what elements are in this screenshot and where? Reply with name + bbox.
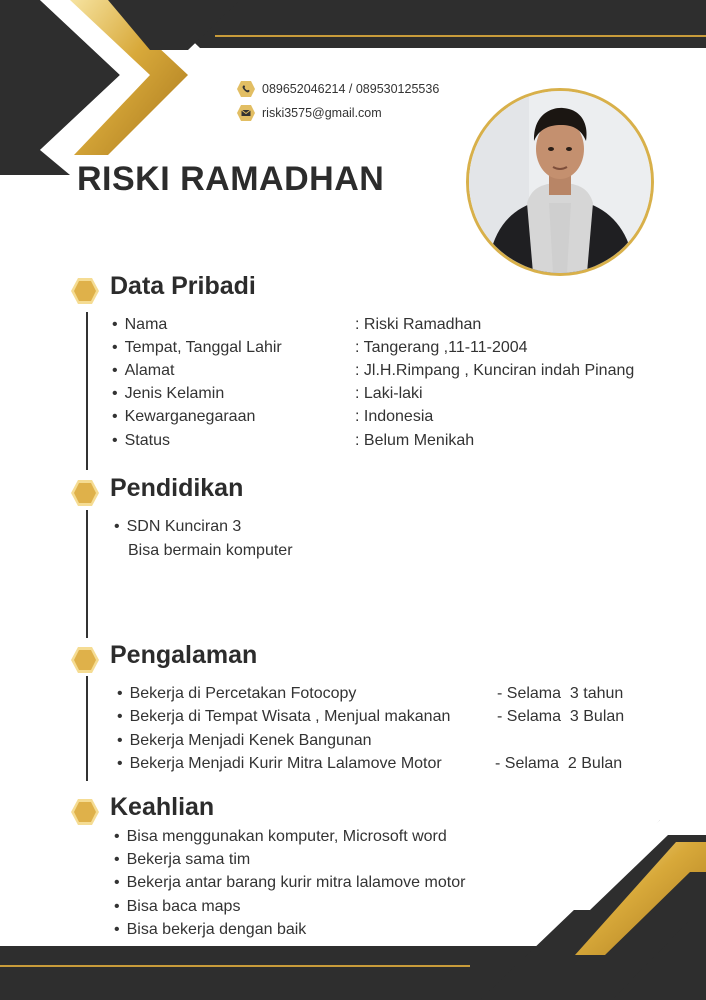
phone-text: 089652046214 / 089530125536 [262,82,440,96]
full-name: RISKI RAMADHAN [77,160,385,198]
personal-label: • Kewarganegaraan [112,408,255,426]
phone-contact [236,80,439,98]
skill-item: • Bisa bekerja dengan baik [114,921,306,939]
section-title-pendidikan: Pendidikan [110,474,244,502]
timeline-line [86,676,88,781]
personal-label: • Jenis Kelamin [112,385,224,403]
profile-photo [466,88,654,276]
personal-value: : Riski Ramadhan [355,316,482,333]
envelope-icon [236,104,256,122]
section-title-pengalaman: Pengalaman [110,641,258,669]
personal-value: : Tangerang ,11-11-2004 [355,339,528,356]
section-title-data-pribadi: Data Pribadi [110,272,256,300]
skill-item: • Bisa menggunakan komputer, Microsoft word [114,828,447,846]
person-portrait-icon [469,91,651,273]
experience-job: • Bekerja Menjadi Kurir Mitra Lalamove Motor [117,755,442,773]
hexagon-icon [70,646,100,674]
section-title-keahlian: Keahlian [110,793,215,821]
personal-label: • Nama [112,316,167,334]
experience-duration: - Selama 2 Bulan [495,755,623,772]
skill-item: • Bisa baca maps [114,898,240,916]
phone-icon [236,80,256,98]
personal-value: : Laki-laki [355,385,423,402]
skill-item: • Bekerja sama tim [114,851,250,869]
personal-label: • Alamat [112,362,174,380]
experience-duration: - Selama 3 Bulan [497,708,625,725]
timeline-line [86,510,88,638]
education-item: Bisa bermain komputer [128,542,293,559]
education-item: • SDN Kunciran 3 [114,518,241,536]
personal-value: : Indonesia [355,408,434,425]
timeline-line [86,312,88,470]
email-contact [236,104,382,122]
experience-duration: - Selama 3 tahun [497,685,624,702]
email-text: riski3575@gmail.com [262,106,382,120]
experience-job: • Bekerja Menjadi Kenek Bangunan [117,732,372,750]
experience-job: • Bekerja di Tempat Wisata , Menjual makanan [117,708,450,726]
skill-item: • Bekerja antar barang kurir mitra lalamove motor [114,874,465,892]
hexagon-icon [70,798,100,826]
experience-job: • Bekerja di Percetakan Fotocopy [117,685,356,703]
personal-label: • Tempat, Tanggal Lahir [112,339,282,357]
hexagon-icon [70,479,100,507]
personal-value: : Jl.H.Rimpang , Kunciran indah Pinang [355,362,635,379]
hexagon-icon [70,277,100,305]
personal-value: : Belum Menikah [355,432,475,449]
personal-label: • Status [112,432,170,450]
